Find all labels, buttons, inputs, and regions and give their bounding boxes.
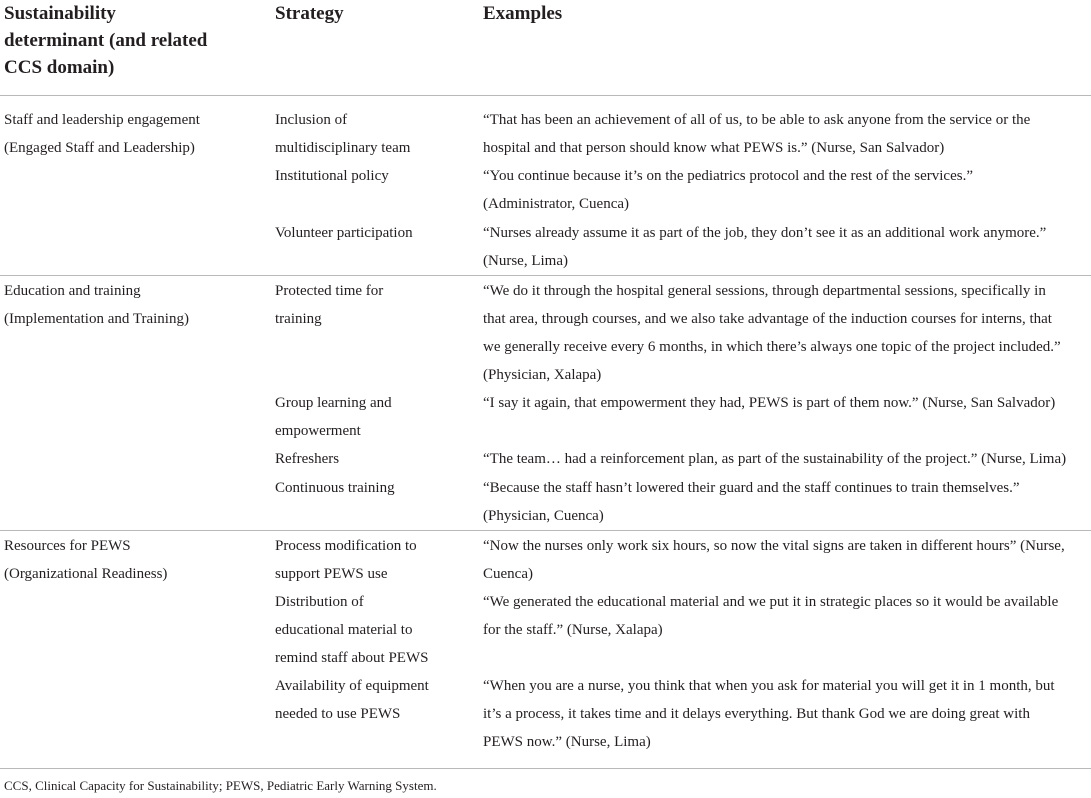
- determinant-domain: (Engaged Staff and Leadership): [4, 140, 195, 156]
- strategy-cell: needed to use PEWS: [275, 706, 401, 722]
- section-divider: [0, 275, 1091, 276]
- strategy-cell: Group learning and: [275, 395, 392, 411]
- strategy-cell: multidisciplinary team: [275, 140, 411, 156]
- strategy-cell: Availability of equipment: [275, 678, 429, 694]
- header-determinant-line: Sustainability: [4, 3, 116, 24]
- example-cell: (Nurse, Lima): [483, 253, 568, 269]
- example-cell: “We do it through the hospital general sessions, through departmental sessions, specifically in: [483, 283, 1046, 299]
- determinant-domain: (Implementation and Training): [4, 311, 189, 327]
- example-cell: it’s a process, it takes time and it delays everything. But thank God we are doing great with: [483, 706, 1030, 722]
- header-divider: [0, 95, 1091, 96]
- example-cell: “You continue because it’s on the pediatrics protocol and the rest of the services.”: [483, 168, 973, 184]
- strategy-cell: empowerment: [275, 423, 361, 439]
- example-cell: hospital and that person should know what PEWS is.” (Nurse, San Salvador): [483, 140, 945, 156]
- header-determinant-line: determinant (and related: [4, 30, 208, 51]
- example-cell: “Nurses already assume it as part of the job, they don’t see it as an additional work anymore.”: [483, 225, 1047, 241]
- strategy-cell: Continuous training: [275, 480, 395, 496]
- determinant-domain: (Organizational Readiness): [4, 566, 168, 582]
- strategy-cell: Inclusion of: [275, 112, 348, 128]
- example-cell: “When you are a nurse, you think that when you ask for material you will get it in 1 month, but: [483, 678, 1055, 694]
- example-cell: “I say it again, that empowerment they had, PEWS is part of them now.” (Nurse, San Salvador): [483, 395, 1056, 411]
- strategy-cell: Distribution of: [275, 594, 364, 610]
- example-cell: “Because the staff hasn’t lowered their guard and the staff continues to train themselves.”: [483, 480, 1020, 496]
- example-cell: for the staff.” (Nurse, Xalapa): [483, 622, 663, 638]
- strategy-cell: support PEWS use: [275, 566, 388, 582]
- header-examples: Examples: [483, 3, 563, 24]
- example-cell: “That has been an achievement of all of us, to be able to ask anyone from the service or the: [483, 112, 1031, 128]
- header-determinant-line: CCS domain): [4, 57, 115, 78]
- strategy-cell: Protected time for: [275, 283, 384, 299]
- determinant-label: Staff and leadership engagement: [4, 112, 200, 128]
- section-divider: [0, 530, 1091, 531]
- strategy-cell: Process modification to: [275, 538, 417, 554]
- strategy-cell: Institutional policy: [275, 168, 389, 184]
- example-cell: “We generated the educational material and we put it in strategic places so it would be available: [483, 594, 1059, 610]
- determinant-label: Education and training: [4, 283, 141, 299]
- example-cell: (Physician, Cuenca): [483, 508, 604, 524]
- example-cell: we generally receive every 6 months, in which there’s always one topic of the project included.”: [483, 339, 1061, 355]
- example-cell: Cuenca): [483, 566, 533, 582]
- example-cell: PEWS now.” (Nurse, Lima): [483, 734, 651, 750]
- strategy-cell: training: [275, 311, 322, 327]
- determinant-label: Resources for PEWS: [4, 538, 131, 554]
- example-cell: “The team… had a reinforcement plan, as part of the sustainability of the project.” (Nurse, Lima): [483, 451, 1067, 467]
- strategy-cell: remind staff about PEWS: [275, 650, 429, 666]
- example-cell: “Now the nurses only work six hours, so now the vital signs are taken in different hours” (Nurse,: [483, 538, 1065, 554]
- example-cell: (Physician, Xalapa): [483, 367, 602, 383]
- header-strategy: Strategy: [275, 3, 344, 24]
- strategy-cell: Refreshers: [275, 451, 340, 467]
- table-bottom-divider: [0, 768, 1091, 769]
- strategy-cell: Volunteer participation: [275, 225, 413, 241]
- strategy-cell: educational material to: [275, 622, 413, 638]
- example-cell: (Administrator, Cuenca): [483, 196, 630, 212]
- table-footnote: CCS, Clinical Capacity for Sustainability; PEWS, Pediatric Early Warning System.: [4, 778, 437, 793]
- example-cell: that area, through courses, and we also take advantage of the induction courses for interns, that: [483, 311, 1052, 327]
